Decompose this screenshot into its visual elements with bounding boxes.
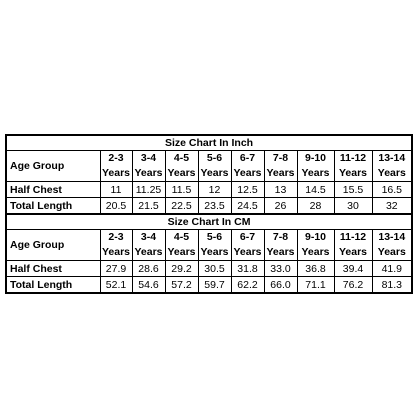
age-unit: Years bbox=[101, 246, 131, 258]
row-label: Half Chest bbox=[6, 182, 100, 198]
table-cell: 62.2 bbox=[231, 277, 264, 294]
cm-age-header bbox=[165, 230, 198, 261]
cm-age-header bbox=[198, 230, 231, 261]
age-unit: Years bbox=[338, 246, 368, 258]
age-unit: Years bbox=[200, 246, 229, 258]
table-cell: 81.3 bbox=[372, 277, 412, 294]
age-range: 6-7 bbox=[239, 231, 256, 243]
table-cell: 11 bbox=[100, 182, 132, 198]
inch-half-chest-row bbox=[6, 182, 412, 198]
inch-total-length-row bbox=[6, 198, 412, 215]
age-unit: Years bbox=[301, 167, 330, 179]
inch-age-header-row bbox=[6, 151, 412, 182]
inch-section bbox=[6, 135, 412, 214]
cm-half-chest-row bbox=[6, 261, 412, 277]
age-range: 9-10 bbox=[304, 231, 326, 243]
row-label: Total Length bbox=[6, 277, 100, 294]
table-cell: 24.5 bbox=[231, 198, 264, 215]
table-cell: 32 bbox=[372, 198, 412, 215]
table-cell: 12.5 bbox=[231, 182, 264, 198]
table-cell: 66.0 bbox=[264, 277, 297, 294]
age-range: 5-6 bbox=[206, 231, 223, 243]
inch-age-header bbox=[334, 151, 372, 182]
age-unit: Years bbox=[377, 246, 406, 258]
age-unit: Years bbox=[233, 167, 262, 179]
cm-age-header bbox=[132, 230, 165, 261]
table-cell: 54.6 bbox=[132, 277, 165, 294]
inch-age-header bbox=[100, 151, 132, 182]
table-cell: 39.4 bbox=[334, 261, 372, 277]
table-cell: 27.9 bbox=[100, 261, 132, 277]
row-label: Half Chest bbox=[6, 261, 100, 277]
cm-age-header bbox=[231, 230, 264, 261]
age-unit: Years bbox=[167, 167, 196, 179]
cm-age-header bbox=[372, 230, 412, 261]
age-range: 13-14 bbox=[378, 152, 406, 164]
table-cell: 15.5 bbox=[334, 182, 372, 198]
age-unit: Years bbox=[233, 246, 262, 258]
age-range: 6-7 bbox=[239, 152, 256, 164]
age-range: 2-3 bbox=[108, 152, 124, 164]
table-cell: 13 bbox=[264, 182, 297, 198]
table-cell: 21.5 bbox=[132, 198, 165, 215]
inch-age-header bbox=[165, 151, 198, 182]
inch-age-header bbox=[198, 151, 231, 182]
age-range: 11-12 bbox=[339, 231, 367, 243]
table-cell: 71.1 bbox=[297, 277, 334, 294]
table-cell: 30 bbox=[334, 198, 372, 215]
inch-age-header bbox=[372, 151, 412, 182]
table-cell: 22.5 bbox=[165, 198, 198, 215]
size-chart-table bbox=[5, 134, 413, 294]
inch-age-header bbox=[297, 151, 334, 182]
age-range: 11-12 bbox=[339, 152, 367, 164]
table-cell: 12 bbox=[198, 182, 231, 198]
table-cell: 76.2 bbox=[334, 277, 372, 294]
age-range: 3-4 bbox=[140, 152, 157, 164]
table-cell: 31.8 bbox=[231, 261, 264, 277]
table-cell: 23.5 bbox=[198, 198, 231, 215]
size-chart bbox=[5, 134, 411, 294]
inch-age-header bbox=[264, 151, 297, 182]
table-cell: 28 bbox=[297, 198, 334, 215]
age-unit: Years bbox=[266, 167, 295, 179]
age-unit: Years bbox=[301, 246, 330, 258]
age-unit: Years bbox=[377, 167, 406, 179]
age-range: 13-14 bbox=[378, 231, 406, 243]
table-cell: 59.7 bbox=[198, 277, 231, 294]
age-range: 7-8 bbox=[272, 231, 289, 243]
age-range: 4-5 bbox=[173, 152, 190, 164]
cm-age-header bbox=[100, 230, 132, 261]
table-cell: 14.5 bbox=[297, 182, 334, 198]
age-range: 4-5 bbox=[173, 231, 190, 243]
table-cell: 29.2 bbox=[165, 261, 198, 277]
age-range: 3-4 bbox=[140, 231, 157, 243]
cm-total-length-row bbox=[6, 277, 412, 294]
table-cell: 26 bbox=[264, 198, 297, 215]
table-cell: 28.6 bbox=[132, 261, 165, 277]
table-cell: 30.5 bbox=[198, 261, 231, 277]
age-range: 2-3 bbox=[108, 231, 124, 243]
age-unit: Years bbox=[167, 246, 196, 258]
table-cell: 33.0 bbox=[264, 261, 297, 277]
table-cell: 36.8 bbox=[297, 261, 334, 277]
row-label: Total Length bbox=[6, 198, 100, 215]
cm-section bbox=[6, 214, 412, 293]
table-cell: 11.5 bbox=[165, 182, 198, 198]
cm-table-title: Size Chart In CM bbox=[6, 214, 412, 230]
age-unit: Years bbox=[101, 167, 131, 179]
inch-table-title: Size Chart In Inch bbox=[6, 135, 412, 151]
age-unit: Years bbox=[134, 167, 163, 179]
cm-age-header bbox=[297, 230, 334, 261]
cm-age-group-label: Age Group bbox=[6, 230, 100, 261]
table-cell: 41.9 bbox=[372, 261, 412, 277]
age-unit: Years bbox=[266, 246, 295, 258]
table-cell: 20.5 bbox=[100, 198, 132, 215]
inch-age-header bbox=[231, 151, 264, 182]
age-range: 5-6 bbox=[206, 152, 223, 164]
table-cell: 52.1 bbox=[100, 277, 132, 294]
age-range: 7-8 bbox=[272, 152, 289, 164]
age-unit: Years bbox=[338, 167, 368, 179]
age-range: 9-10 bbox=[304, 152, 326, 164]
cm-age-header-row bbox=[6, 230, 412, 261]
table-cell: 11.25 bbox=[132, 182, 165, 198]
age-unit: Years bbox=[200, 167, 229, 179]
inch-age-header bbox=[132, 151, 165, 182]
table-cell: 57.2 bbox=[165, 277, 198, 294]
cm-age-header bbox=[264, 230, 297, 261]
inch-age-group-label: Age Group bbox=[6, 151, 100, 182]
cm-age-header bbox=[334, 230, 372, 261]
age-unit: Years bbox=[134, 246, 163, 258]
table-cell: 16.5 bbox=[372, 182, 412, 198]
